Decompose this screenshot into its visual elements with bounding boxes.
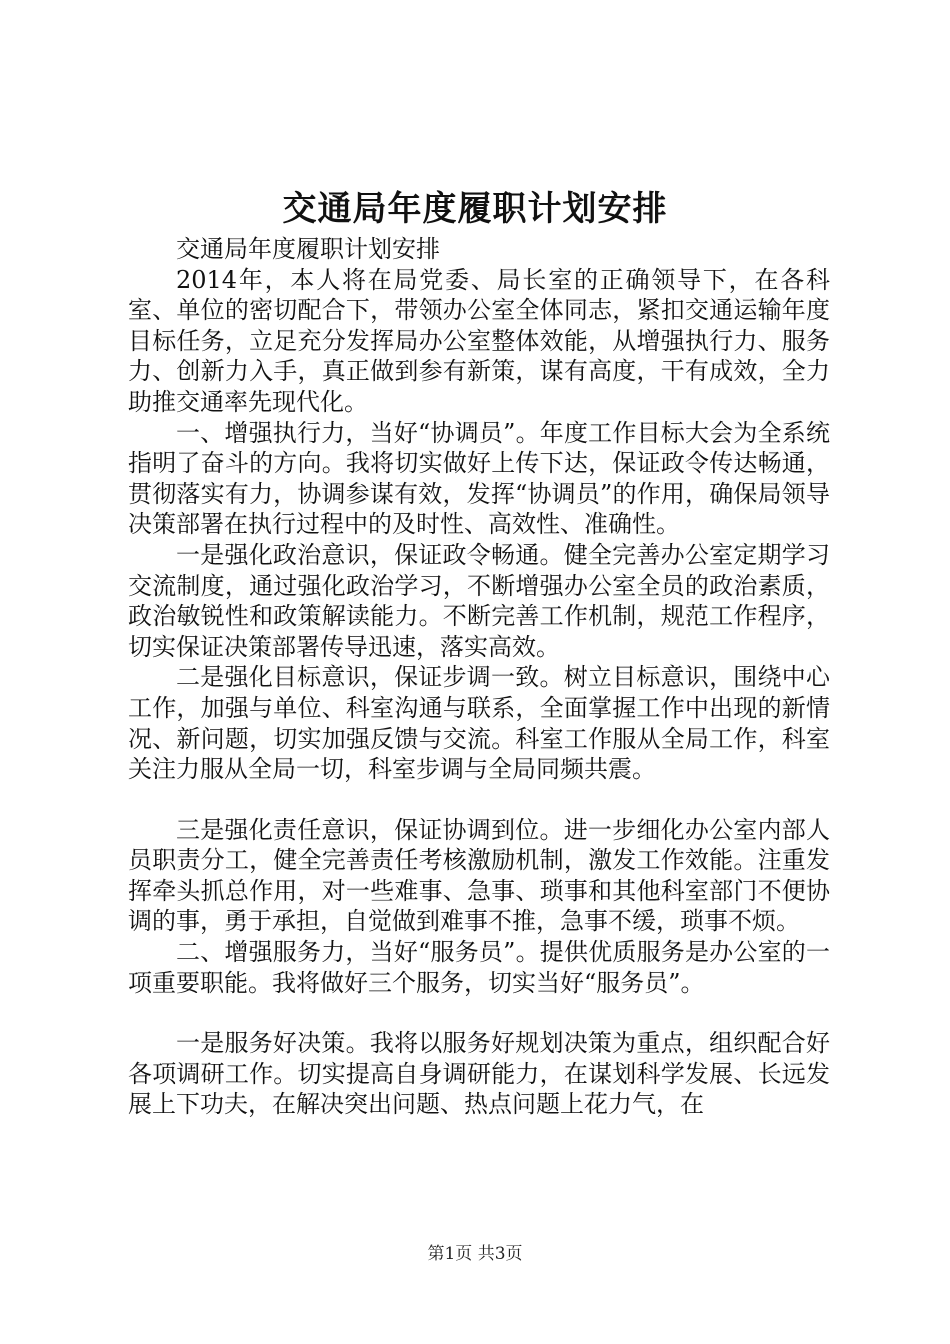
paragraph-section-2: 二、增强服务力，当好“服务员”。提供优质服务是办公室的一项重要职能。我将做好三个服务，切实当好“服务员”。 — [128, 938, 830, 997]
paragraph-item-2: 二是强化目标意识，保证步调一致。树立目标意识，围绕中心工作，加强与单位、科室沟通与联系，全面掌握工作中出现的新情况、新问题，切实加强反馈与交流。科室工作服从全局工作，科室关注力服从全局一切，科室步调与全局同频共震。 — [128, 663, 830, 784]
paragraph-item-1: 一是强化政治意识，保证政令畅通。健全完善办公室定期学习交流制度，通过强化政治学习，不断增强办公室全员的政治素质，政治敏锐性和政策解读能力。不断完善工作机制，规范工作程序，切实保证决策部署传导迅速，落实高效。 — [128, 540, 830, 661]
paragraph-item-4: 一是服务好决策。我将以服务好规划决策为重点，组织配合好各项调研工作。切实提高自身调研能力，在谋划科学发展、长远发展上下功夫，在解决突出问题、热点问题上花力气，在 — [128, 1029, 830, 1119]
document-title: 交通局年度履职计划安排 — [282, 189, 668, 229]
paragraph-subtitle: 交通局年度履职计划安排 — [176, 235, 440, 263]
document-body — [128, 234, 830, 1120]
paragraph-section-1: 一、增强执行力，当好“协调员”。年度工作目标大会为全系统指明了奋斗的方向。我将切实做好上传下达，保证政令传达畅通，贯彻落实有力，协调参谋有效，发挥“协调员”的作用，确保局领导决策部署在执行过程中的及时性、高效性、准确性。 — [128, 418, 830, 539]
page-footer: 第1页 共3页 — [427, 1244, 523, 1264]
paragraph-intro: 2014年，本人将在局党委、局长室的正确领导下，在各科室、单位的密切配合下，带领办公室全体同志，紧扣交通运输年度目标任务，立足充分发挥局办公室整体效能，从增强执行力、服务力、创新力入手，真正做到参有新策，谋有高度，干有成效，全力助推交通率先现代化。 — [128, 265, 830, 416]
paragraph-item-3: 三是强化责任意识，保证协调到位。进一步细化办公室内部人员职责分工，健全完善责任考核激励机制，激发工作效能。注重发挥牵头抓总作用，对一些难事、急事、琐事和其他科室部门不便协调的事，勇于承担，自觉做到难事不推，急事不缓，琐事不烦。 — [128, 815, 830, 936]
